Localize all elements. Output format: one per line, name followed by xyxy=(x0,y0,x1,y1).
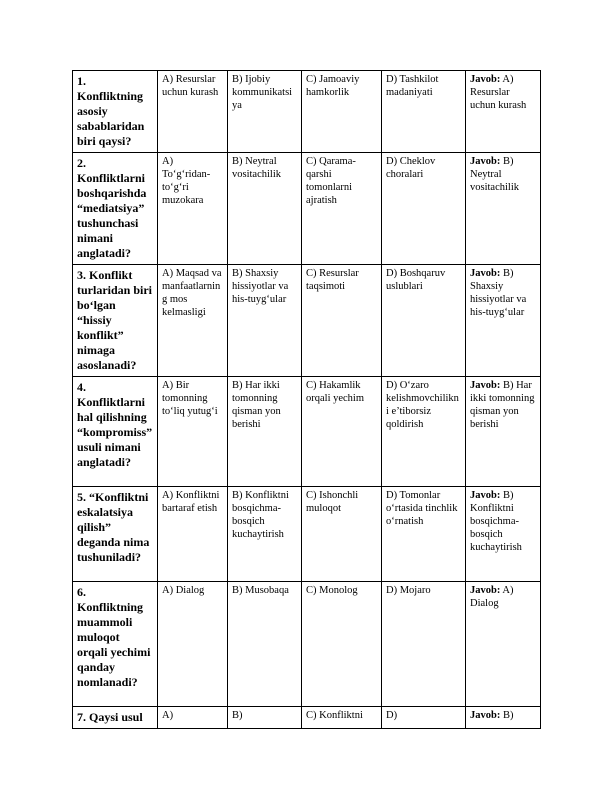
table-row xyxy=(73,707,541,729)
option-a-cell: A) To‘g‘ridan-to‘g‘ri muzokara xyxy=(158,153,228,265)
option-b-cell: B) Neytral vositachilik xyxy=(228,153,302,265)
option-a-cell: A) Resurslar uchun kurash xyxy=(158,71,228,153)
option-d-cell: D) xyxy=(382,707,466,729)
answer-label: Javob: xyxy=(470,490,501,501)
answer-text: A) Resurslar uchun kurash xyxy=(470,74,527,111)
option-b-cell: B) Musobaqa xyxy=(228,582,302,707)
option-d-cell: D) Tashkilot madaniyati xyxy=(382,71,466,153)
answer-label: Javob: xyxy=(470,268,501,279)
answer-text: B) xyxy=(500,710,514,721)
answer-cell xyxy=(466,487,541,582)
option-b-cell: B) Har ikki tomonning qisman yon berishi xyxy=(228,377,302,487)
table-row xyxy=(73,153,541,265)
option-b-cell: B) Konfliktni bosqichma-bosqich kuchaytirish xyxy=(228,487,302,582)
option-a-cell: A) Konfliktni bartaraf etish xyxy=(158,487,228,582)
answer-label: Javob: xyxy=(470,710,501,721)
option-b-cell: B) Ijobiy kommunikatsiya xyxy=(228,71,302,153)
question-cell: 6. Konfliktning muammoli muloqot orqali yechimi qanday nomlanadi? xyxy=(73,582,158,707)
option-d-cell: D) Mojaro xyxy=(382,582,466,707)
option-a-cell: A) Dialog xyxy=(158,582,228,707)
question-cell: 5. “Konfliktni eskalatsiya qilish” deganda nima tushuniladi? xyxy=(73,487,158,582)
option-d-cell: D) O‘zaro kelishmovchilikni e’tiborsiz qoldirish xyxy=(382,377,466,487)
option-b-cell: B) Shaxsiy hissiyotlar va his-tuyg‘ular xyxy=(228,265,302,377)
question-cell: 7. Qaysi usul xyxy=(73,707,158,729)
answer-cell xyxy=(466,707,541,729)
quiz-table-body xyxy=(73,71,541,729)
option-a-cell: A) Bir tomonning to‘liq yutug‘i xyxy=(158,377,228,487)
option-a-cell: A) Maqsad va manfaatlarning mos kelmasligi xyxy=(158,265,228,377)
option-b-cell: B) xyxy=(228,707,302,729)
answer-text: B) Konfliktni bosqichma-bosqich kuchaytirish xyxy=(470,490,522,553)
question-cell: 2. Konfliktlarni boshqarishda “mediatsiya” tushunchasi nimani anglatadi? xyxy=(73,153,158,265)
option-d-cell: D) Cheklov choralari xyxy=(382,153,466,265)
answer-label: Javob: xyxy=(470,585,501,596)
quiz-table xyxy=(72,70,541,729)
question-cell: 3. Konflikt turlaridan biri bo‘lgan “hissiy konflikt” nimaga asoslanadi? xyxy=(73,265,158,377)
answer-label: Javob: xyxy=(470,156,501,167)
option-c-cell: C) Jamoaviy hamkorlik xyxy=(302,71,382,153)
answer-cell xyxy=(466,582,541,707)
option-d-cell: D) Boshqaruv uslublari xyxy=(382,265,466,377)
question-cell: 4. Konfliktlarni hal qilishning “kompromiss” usuli nimani anglatadi? xyxy=(73,377,158,487)
table-row xyxy=(73,377,541,487)
option-c-cell: C) Ishonchli muloqot xyxy=(302,487,382,582)
answer-text: A) Dialog xyxy=(470,585,514,609)
option-d-cell: D) Tomonlar o‘rtasida tinchlik o‘rnatish xyxy=(382,487,466,582)
answer-cell xyxy=(466,71,541,153)
question-cell: 1. Konfliktning asosiy sabablaridan biri qaysi? xyxy=(73,71,158,153)
answer-cell xyxy=(466,265,541,377)
answer-cell xyxy=(466,153,541,265)
option-c-cell: C) Hakamlik orqali yechim xyxy=(302,377,382,487)
option-a-cell: A) xyxy=(158,707,228,729)
answer-text: B) Neytral vositachilik xyxy=(470,156,519,193)
option-c-cell: C) Konfliktni xyxy=(302,707,382,729)
answer-text: B) Har ikki tomonning qisman yon berishi xyxy=(470,380,535,430)
answer-label: Javob: xyxy=(470,74,501,85)
table-row xyxy=(73,265,541,377)
answer-cell xyxy=(466,377,541,487)
table-row xyxy=(73,487,541,582)
option-c-cell: C) Monolog xyxy=(302,582,382,707)
answer-label: Javob: xyxy=(470,380,501,391)
option-c-cell: C) Resurslar taqsimoti xyxy=(302,265,382,377)
table-row xyxy=(73,71,541,153)
option-c-cell: C) Qarama-qarshi tomonlarni ajratish xyxy=(302,153,382,265)
table-row xyxy=(73,582,541,707)
answer-text: B) Shaxsiy hissiyotlar va his-tuyg‘ular xyxy=(470,268,527,318)
